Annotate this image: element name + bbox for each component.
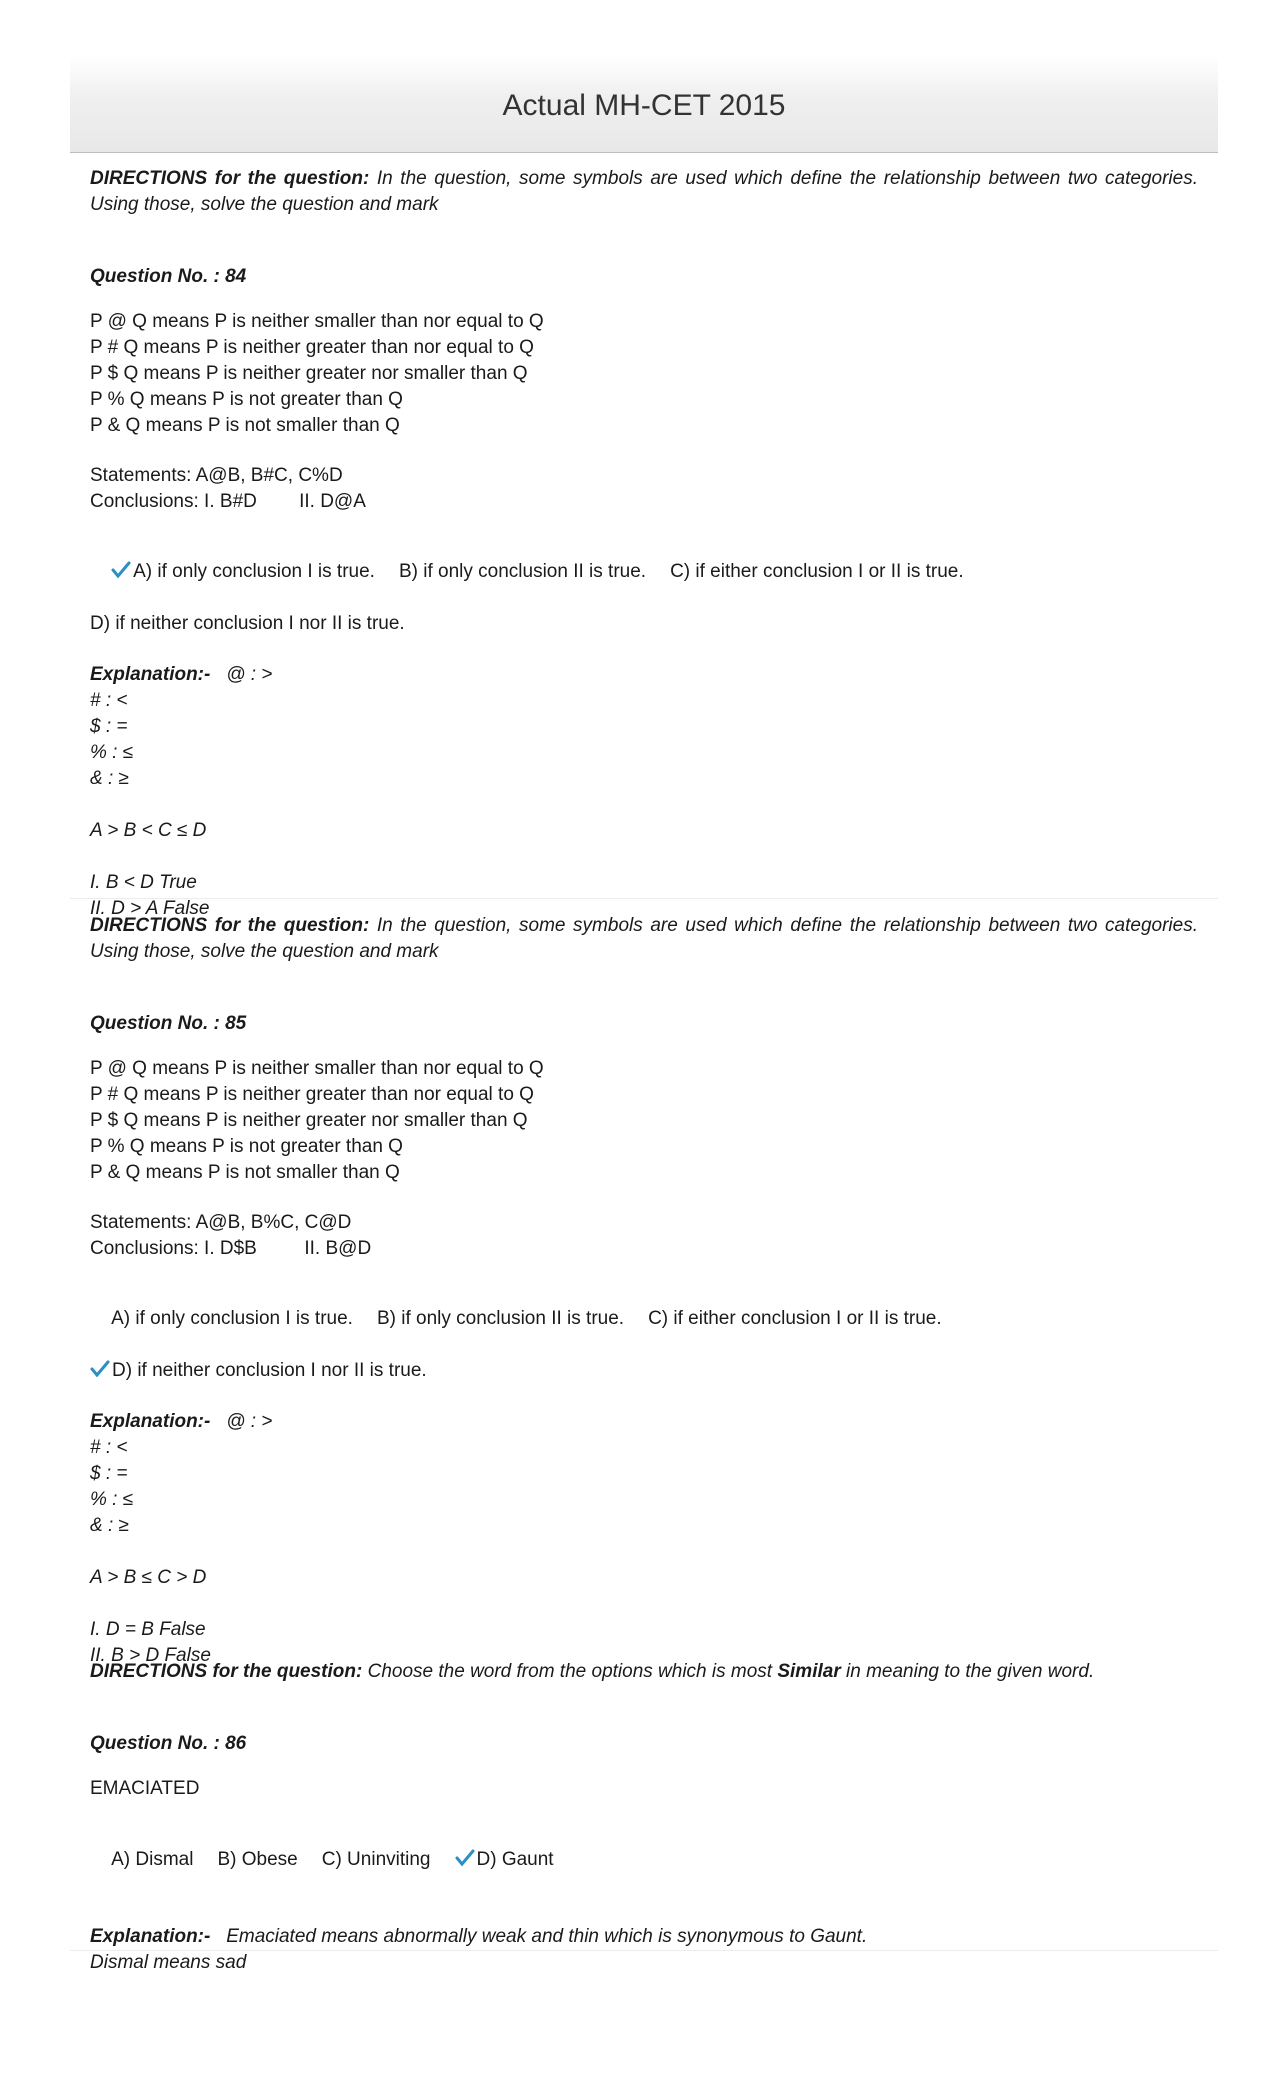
explanation-text: @ : > — [226, 1411, 273, 1432]
conclusions: Conclusions: I. D$B II. B@D — [90, 1238, 372, 1259]
options-row — [90, 1821, 1198, 1899]
explanation-line: $ : = — [90, 716, 128, 737]
explanation-line: % : ≤ — [90, 742, 134, 763]
explanation — [90, 1924, 1198, 1950]
option-d-label: D) if neither conclusion I nor II is true. — [112, 1360, 427, 1381]
definition-line: P % Q means P is not greater than Q — [90, 389, 403, 410]
option-d[interactable]: D) if neither conclusion I nor II is true. — [90, 613, 405, 634]
explanation-text: Emaciated means abnormally weak and thin which is synonymous to Gaunt. — [226, 1926, 868, 1947]
option-d-label: D) Gaunt — [476, 1849, 554, 1870]
explanation-label: Explanation:- — [90, 1926, 211, 1947]
explanation-label: Explanation:- — [90, 1411, 211, 1432]
directions-body: Choose the word from the options which is most — [362, 1661, 778, 1682]
option-b[interactable]: B) Obese — [217, 1849, 298, 1870]
options-row — [90, 1280, 1198, 1358]
statements: Statements: A@B, B#C, C%D — [90, 465, 343, 486]
directions-body-end: in meaning to the given word. — [840, 1661, 1095, 1682]
relation: A > B < C ≤ D — [90, 820, 207, 841]
question-block-84 — [90, 166, 1198, 922]
option-c[interactable]: C) Uninviting — [321, 1849, 431, 1870]
explanation-line: $ : = — [90, 1463, 128, 1484]
directions-label: DIRECTIONS for the question: — [90, 168, 370, 189]
directions-label: DIRECTIONS for the question: — [90, 915, 370, 936]
option-a[interactable]: A) if only conclusion I is true. — [111, 1308, 353, 1329]
question-block-85 — [90, 913, 1198, 1669]
definition-line: P # Q means P is neither greater than nor equal to Q — [90, 337, 534, 358]
directions-text — [90, 1659, 1198, 1685]
relation: A > B ≤ C > D — [90, 1567, 207, 1588]
explanation-label: Explanation:- — [90, 664, 211, 685]
definition-line: P @ Q means P is neither smaller than nor equal to Q — [90, 311, 544, 332]
statements: Statements: A@B, B%C, C@D — [90, 1212, 352, 1233]
question-block-86 — [90, 1659, 1198, 1976]
option-c[interactable]: C) if either conclusion I or II is true. — [648, 1308, 942, 1329]
explanation-line: # : < — [90, 1437, 128, 1458]
explanation — [90, 662, 1198, 688]
page-title: Actual MH-CET 2015 — [502, 89, 786, 122]
section-divider — [70, 898, 1218, 899]
definition-line: P % Q means P is not greater than Q — [90, 1136, 403, 1157]
definition-line: P # Q means P is neither greater than nor equal to Q — [90, 1084, 534, 1105]
question-word: EMACIATED — [90, 1778, 200, 1799]
options-row — [90, 533, 1198, 611]
option-b[interactable]: B) if only conclusion II is true. — [398, 561, 647, 582]
directions-body: In the question, some symbols are used which define the relationship between two categories. Using those, solve the question and mark — [90, 168, 1198, 215]
definition-line: P @ Q means P is neither smaller than nor equal to Q — [90, 1058, 544, 1079]
definition-line: P $ Q means P is neither greater nor smaller than Q — [90, 1110, 528, 1131]
check-icon — [455, 1849, 475, 1867]
definition-line: P & Q means P is not smaller than Q — [90, 1162, 400, 1183]
directions-text — [90, 913, 1198, 965]
question-number: Question No. : 86 — [90, 1733, 247, 1754]
explanation-text: @ : > — [226, 664, 273, 685]
result-line: I. D = B False — [90, 1619, 206, 1640]
directions-label: DIRECTIONS for the question: — [90, 1661, 363, 1682]
section-divider — [70, 1950, 1218, 1951]
option-d[interactable] — [90, 1358, 1198, 1384]
check-icon — [111, 561, 131, 579]
explanation-line: & : ≥ — [90, 768, 129, 789]
explanation — [90, 1409, 1198, 1435]
definition-line: P & Q means P is not smaller than Q — [90, 415, 400, 436]
option-d[interactable] — [455, 1847, 554, 1873]
directions-keyword: Similar — [777, 1661, 841, 1682]
question-number: Question No. : 84 — [90, 266, 247, 287]
explanation-line: & : ≥ — [90, 1515, 129, 1536]
question-number: Question No. : 85 — [90, 1013, 247, 1034]
result-line: I. B < D True — [90, 872, 197, 893]
option-a[interactable] — [111, 559, 375, 585]
explanation-line: # : < — [90, 690, 128, 711]
conclusions: Conclusions: I. B#D II. D@A — [90, 491, 366, 512]
option-b[interactable]: B) if only conclusion II is true. — [376, 1308, 625, 1329]
option-c[interactable]: C) if either conclusion I or II is true. — [670, 561, 964, 582]
directions-text — [90, 166, 1198, 218]
result-line: II. D > A False — [90, 898, 210, 919]
explanation-line: Dismal means sad — [90, 1952, 247, 1973]
check-icon — [90, 1360, 110, 1378]
result-line: II. B > D False — [90, 1645, 211, 1666]
option-a-label: A) if only conclusion I is true. — [133, 561, 375, 582]
option-a[interactable]: A) Dismal — [111, 1849, 194, 1870]
explanation-line: % : ≤ — [90, 1489, 134, 1510]
definition-line: P $ Q means P is neither greater nor smaller than Q — [90, 363, 528, 384]
page-header — [70, 56, 1218, 153]
directions-body: In the question, some symbols are used which define the relationship between two categories. Using those, solve the question and mark — [90, 915, 1198, 962]
